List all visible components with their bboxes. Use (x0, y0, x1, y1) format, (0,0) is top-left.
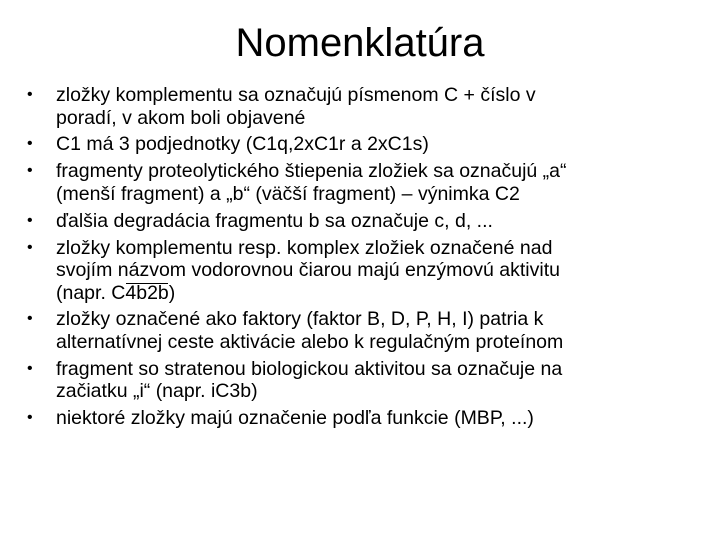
slide-title: Nomenklatúra (235, 21, 485, 65)
bullet-text-line: fragmenty proteolytického štiepenia zložiek sa označujú „a“ (56, 160, 567, 183)
bullet-marker: • (27, 310, 33, 328)
bullet-text-line: (menší fragment) a „b“ (väčší fragment) – výnimka C2 (56, 182, 520, 205)
bullet-example-line (56, 282, 707, 305)
bullet-text-line: svojím názvom vodorovnou čiarou majú enzýmovú aktivitu (56, 259, 560, 282)
bullet-item-5 (27, 237, 707, 305)
bullet-text-line: zložky označené ako faktory (faktor B, D, P, H, I) patria k (56, 308, 544, 331)
bullet-marker: • (27, 409, 33, 427)
overlined-complex-name: 4b2b (125, 281, 169, 304)
bullet-text-line: zložky komplementu sa označujú písmenom C + číslo v (56, 84, 536, 106)
bullet-item-1 (27, 84, 707, 129)
bullet-text-line: niektoré zložky majú označenie podľa funkcie (MBP, ...) (56, 407, 534, 430)
bullet-text-line: ďalšia degradácia fragmentu b sa označuje c, d, ... (56, 209, 493, 232)
bullet-text-line: fragment so stratenou biologickou aktivitou sa označuje na (56, 357, 563, 380)
example-suffix: ) (168, 281, 176, 304)
bullet-marker: • (27, 359, 33, 377)
bullet-item-4 (27, 210, 707, 233)
bullet-item-7 (27, 358, 707, 403)
bullet-marker: • (27, 238, 33, 256)
bullet-item-8 (27, 407, 707, 430)
bullet-text-line: C1 má 3 podjednotky (C1q,2xC1r a 2xC1s) (56, 133, 429, 156)
bullet-item-3 (27, 160, 707, 205)
bullet-item-2 (27, 133, 707, 156)
example-prefix: (napr. C (56, 281, 126, 304)
bullet-text-line: poradí, v akom boli objavené (56, 106, 306, 129)
bullet-item-6 (27, 308, 707, 353)
bullet-marker: • (27, 135, 33, 153)
bullet-text-line: začiatku „i“ (napr. iC3b) (56, 380, 258, 403)
bullet-marker: • (27, 162, 33, 180)
bullet-marker: • (27, 86, 33, 103)
bullet-text-line: alternatívnej ceste aktivácie alebo k regulačným proteínom (56, 330, 564, 353)
bullet-marker: • (27, 211, 33, 229)
bullet-text-line: zložky komplementu resp. komplex zložiek označené nad (56, 236, 553, 259)
bullet-list (27, 84, 707, 434)
